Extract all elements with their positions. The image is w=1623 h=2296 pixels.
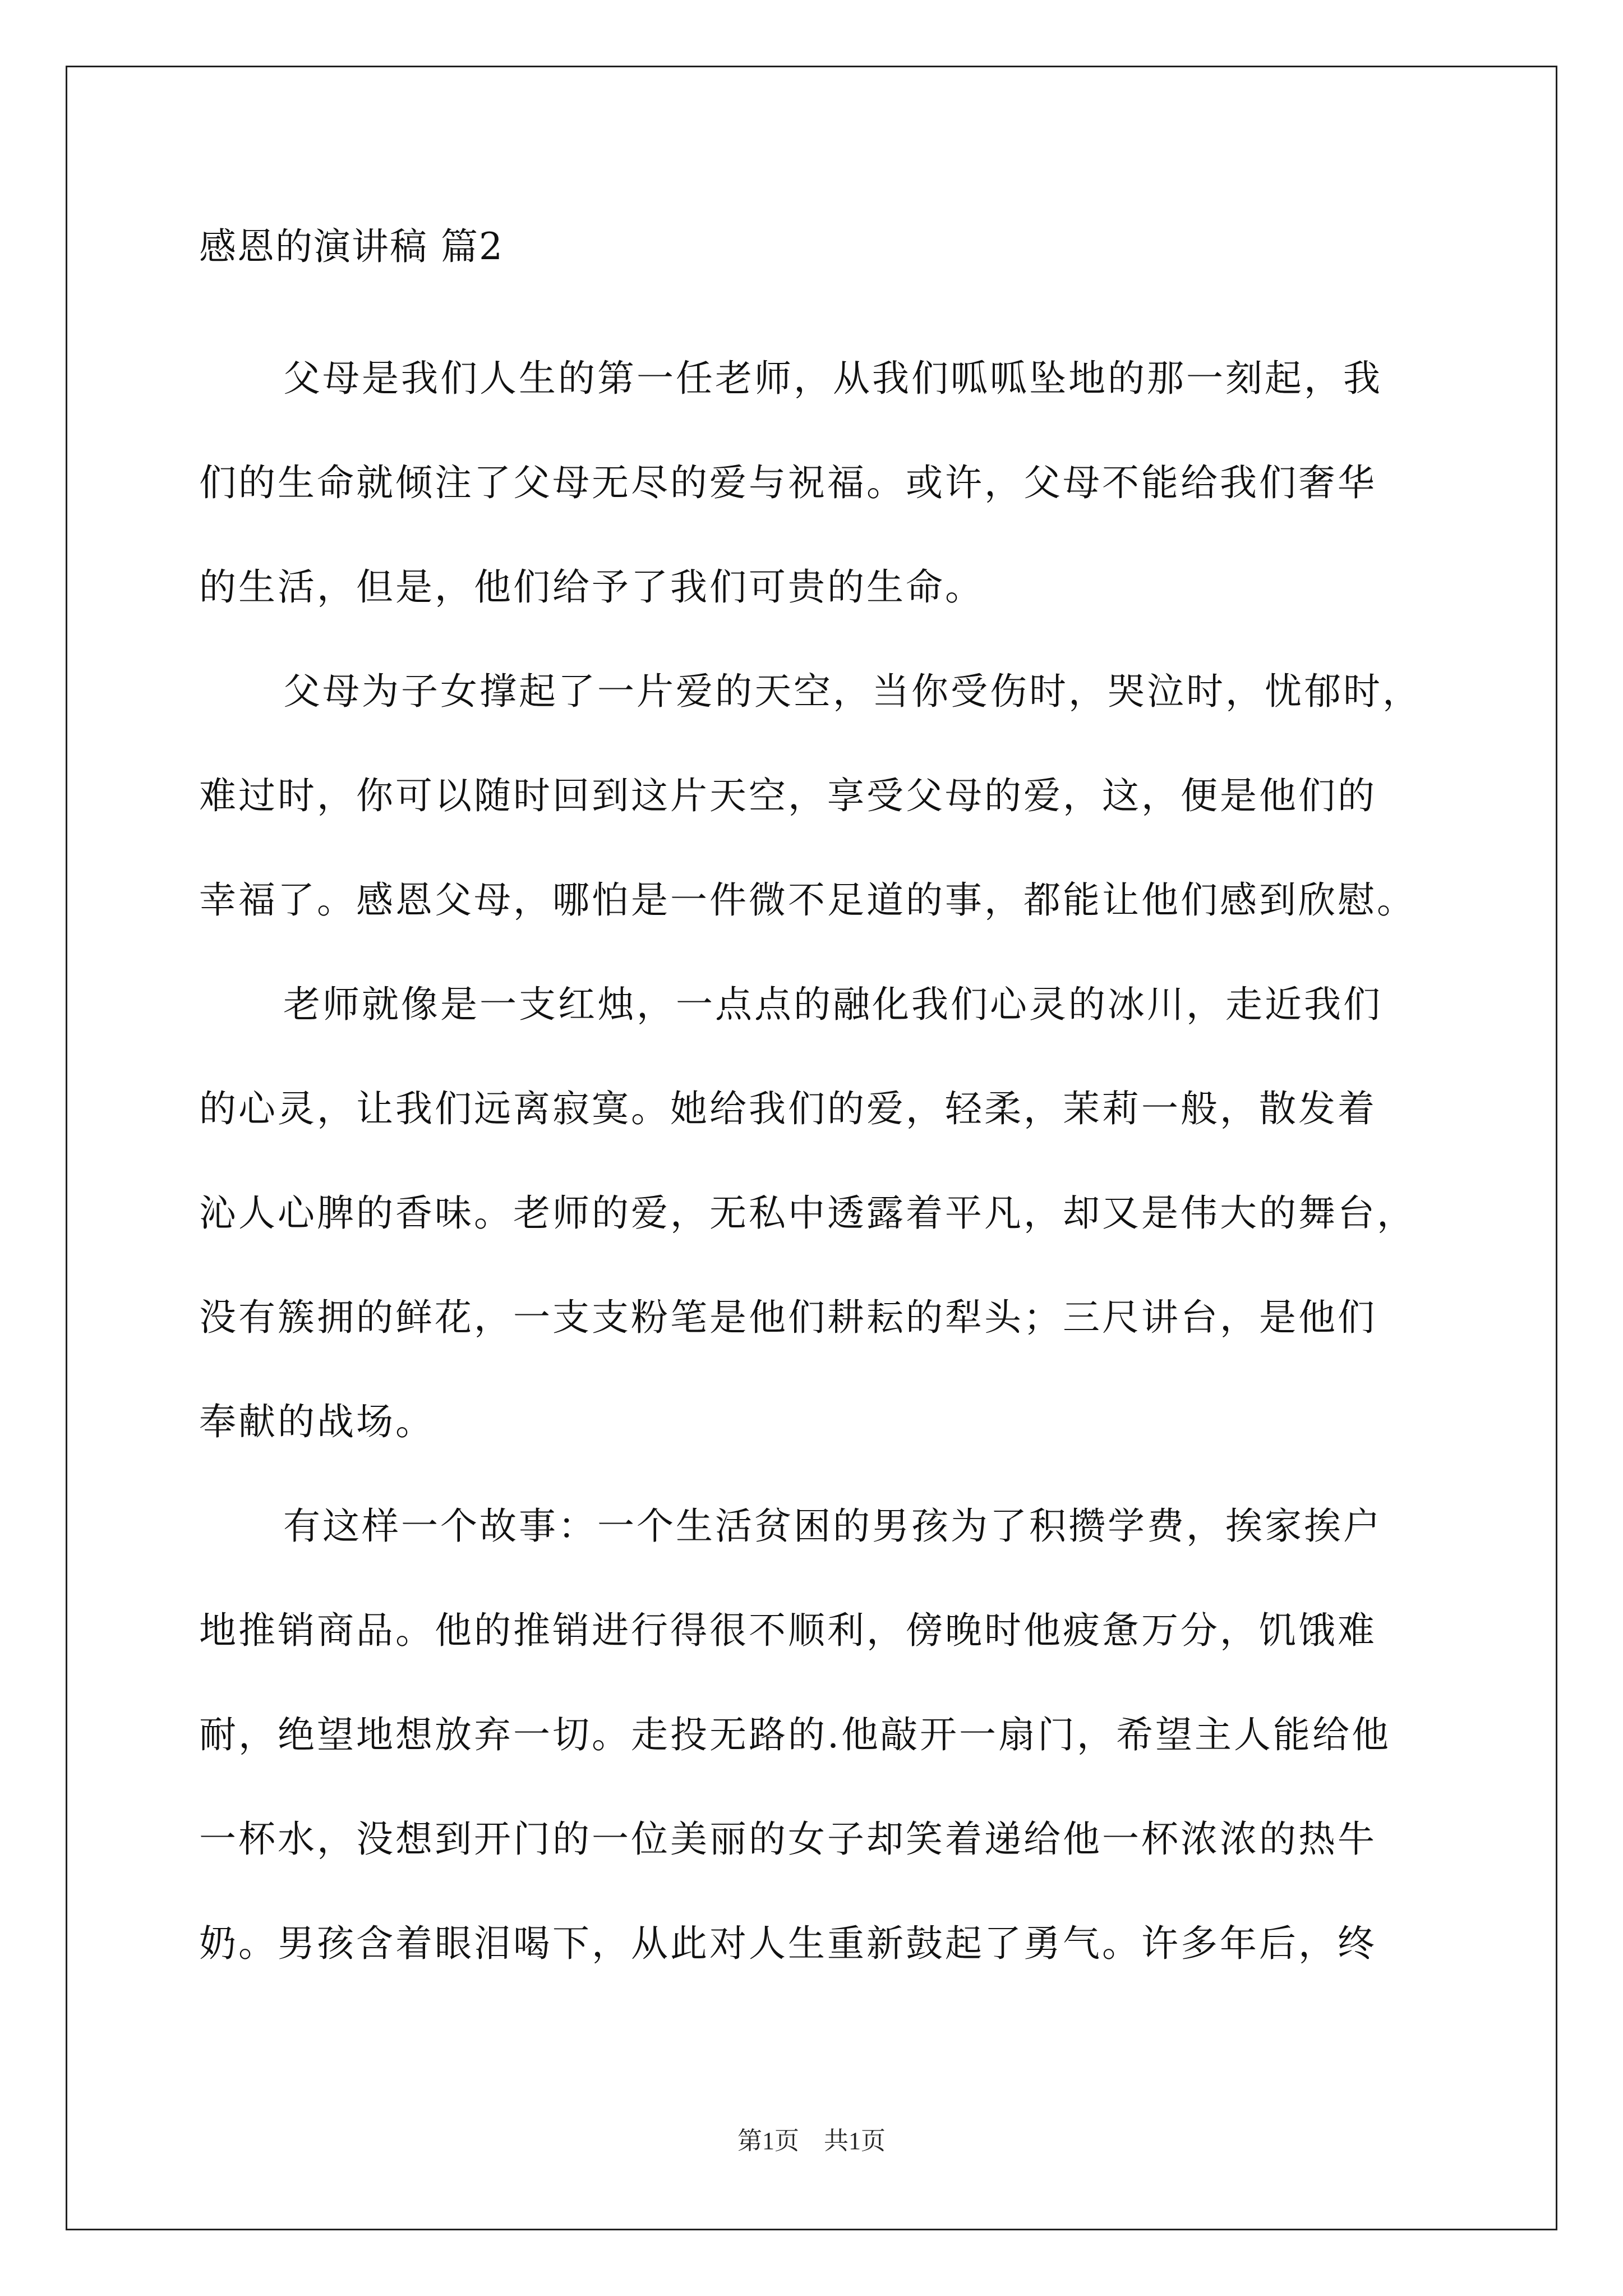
- document-body: [199, 219, 1433, 1996]
- text-line: 沁人心脾的香味。老师的爱，无私中透露着平凡，却又是伟大的舞台，: [199, 1191, 1416, 1235]
- text-line: 的心灵，让我们远离寂寞。她给我们的爱，轻柔，茉莉一般，散发着: [199, 1087, 1377, 1130]
- text-line: 难过时，你可以随时回到这片天空，享受父母的爱，这，便是他们的: [199, 774, 1377, 817]
- text-line: 一杯水，没想到开门的一位美丽的女子却笑着递给他一杯浓浓的热牛: [199, 1818, 1377, 1861]
- page-footer: 第1页 共1页: [737, 2127, 886, 2155]
- text-line: 幸福了。感恩父母，哪怕是一件微不足道的事，都能让他们感到欣慰。: [199, 878, 1416, 922]
- text-line: 老师就像是一支红烛，一点点的融化我们心灵的冰川，走近我们: [283, 983, 1382, 1026]
- text-line: 有这样一个故事：一个生活贫困的男孩为了积攒学费，挨家挨户: [283, 1504, 1382, 1548]
- text-line: 父母为子女撑起了一片爱的天空，当你受伤时，哭泣时，忧郁时，: [283, 670, 1422, 713]
- text-line: 的生活，但是，他们给予了我们可贵的生命。: [199, 565, 984, 609]
- text-line: 父母是我们人生的第一任老师，从我们呱呱坠地的那一刻起，我: [283, 357, 1382, 400]
- text-line: 奉献的战场。: [199, 1400, 435, 1443]
- text-line: 们的生命就倾注了父母无尽的爱与祝福。或许，父母不能给我们奢华: [199, 461, 1377, 504]
- text-line: 地推销商品。他的推销进行得很不顺利，傍晚时他疲惫万分，饥饿难: [199, 1609, 1377, 1652]
- text-line: 耐，绝望地想放弃一切。走投无路的.他敲开一扇门，希望主人能给他: [199, 1713, 1391, 1756]
- text-line: 奶。男孩含着眼泪喝下，从此对人生重新鼓起了勇气。许多年后，终: [199, 1922, 1377, 1965]
- text-line: 没有簇拥的鲜花，一支支粉笔是他们耕耘的犁头；三尺讲台，是他们: [199, 1296, 1377, 1339]
- document-title: 感恩的演讲稿 篇2: [199, 225, 504, 268]
- text-lines: [199, 326, 1433, 1996]
